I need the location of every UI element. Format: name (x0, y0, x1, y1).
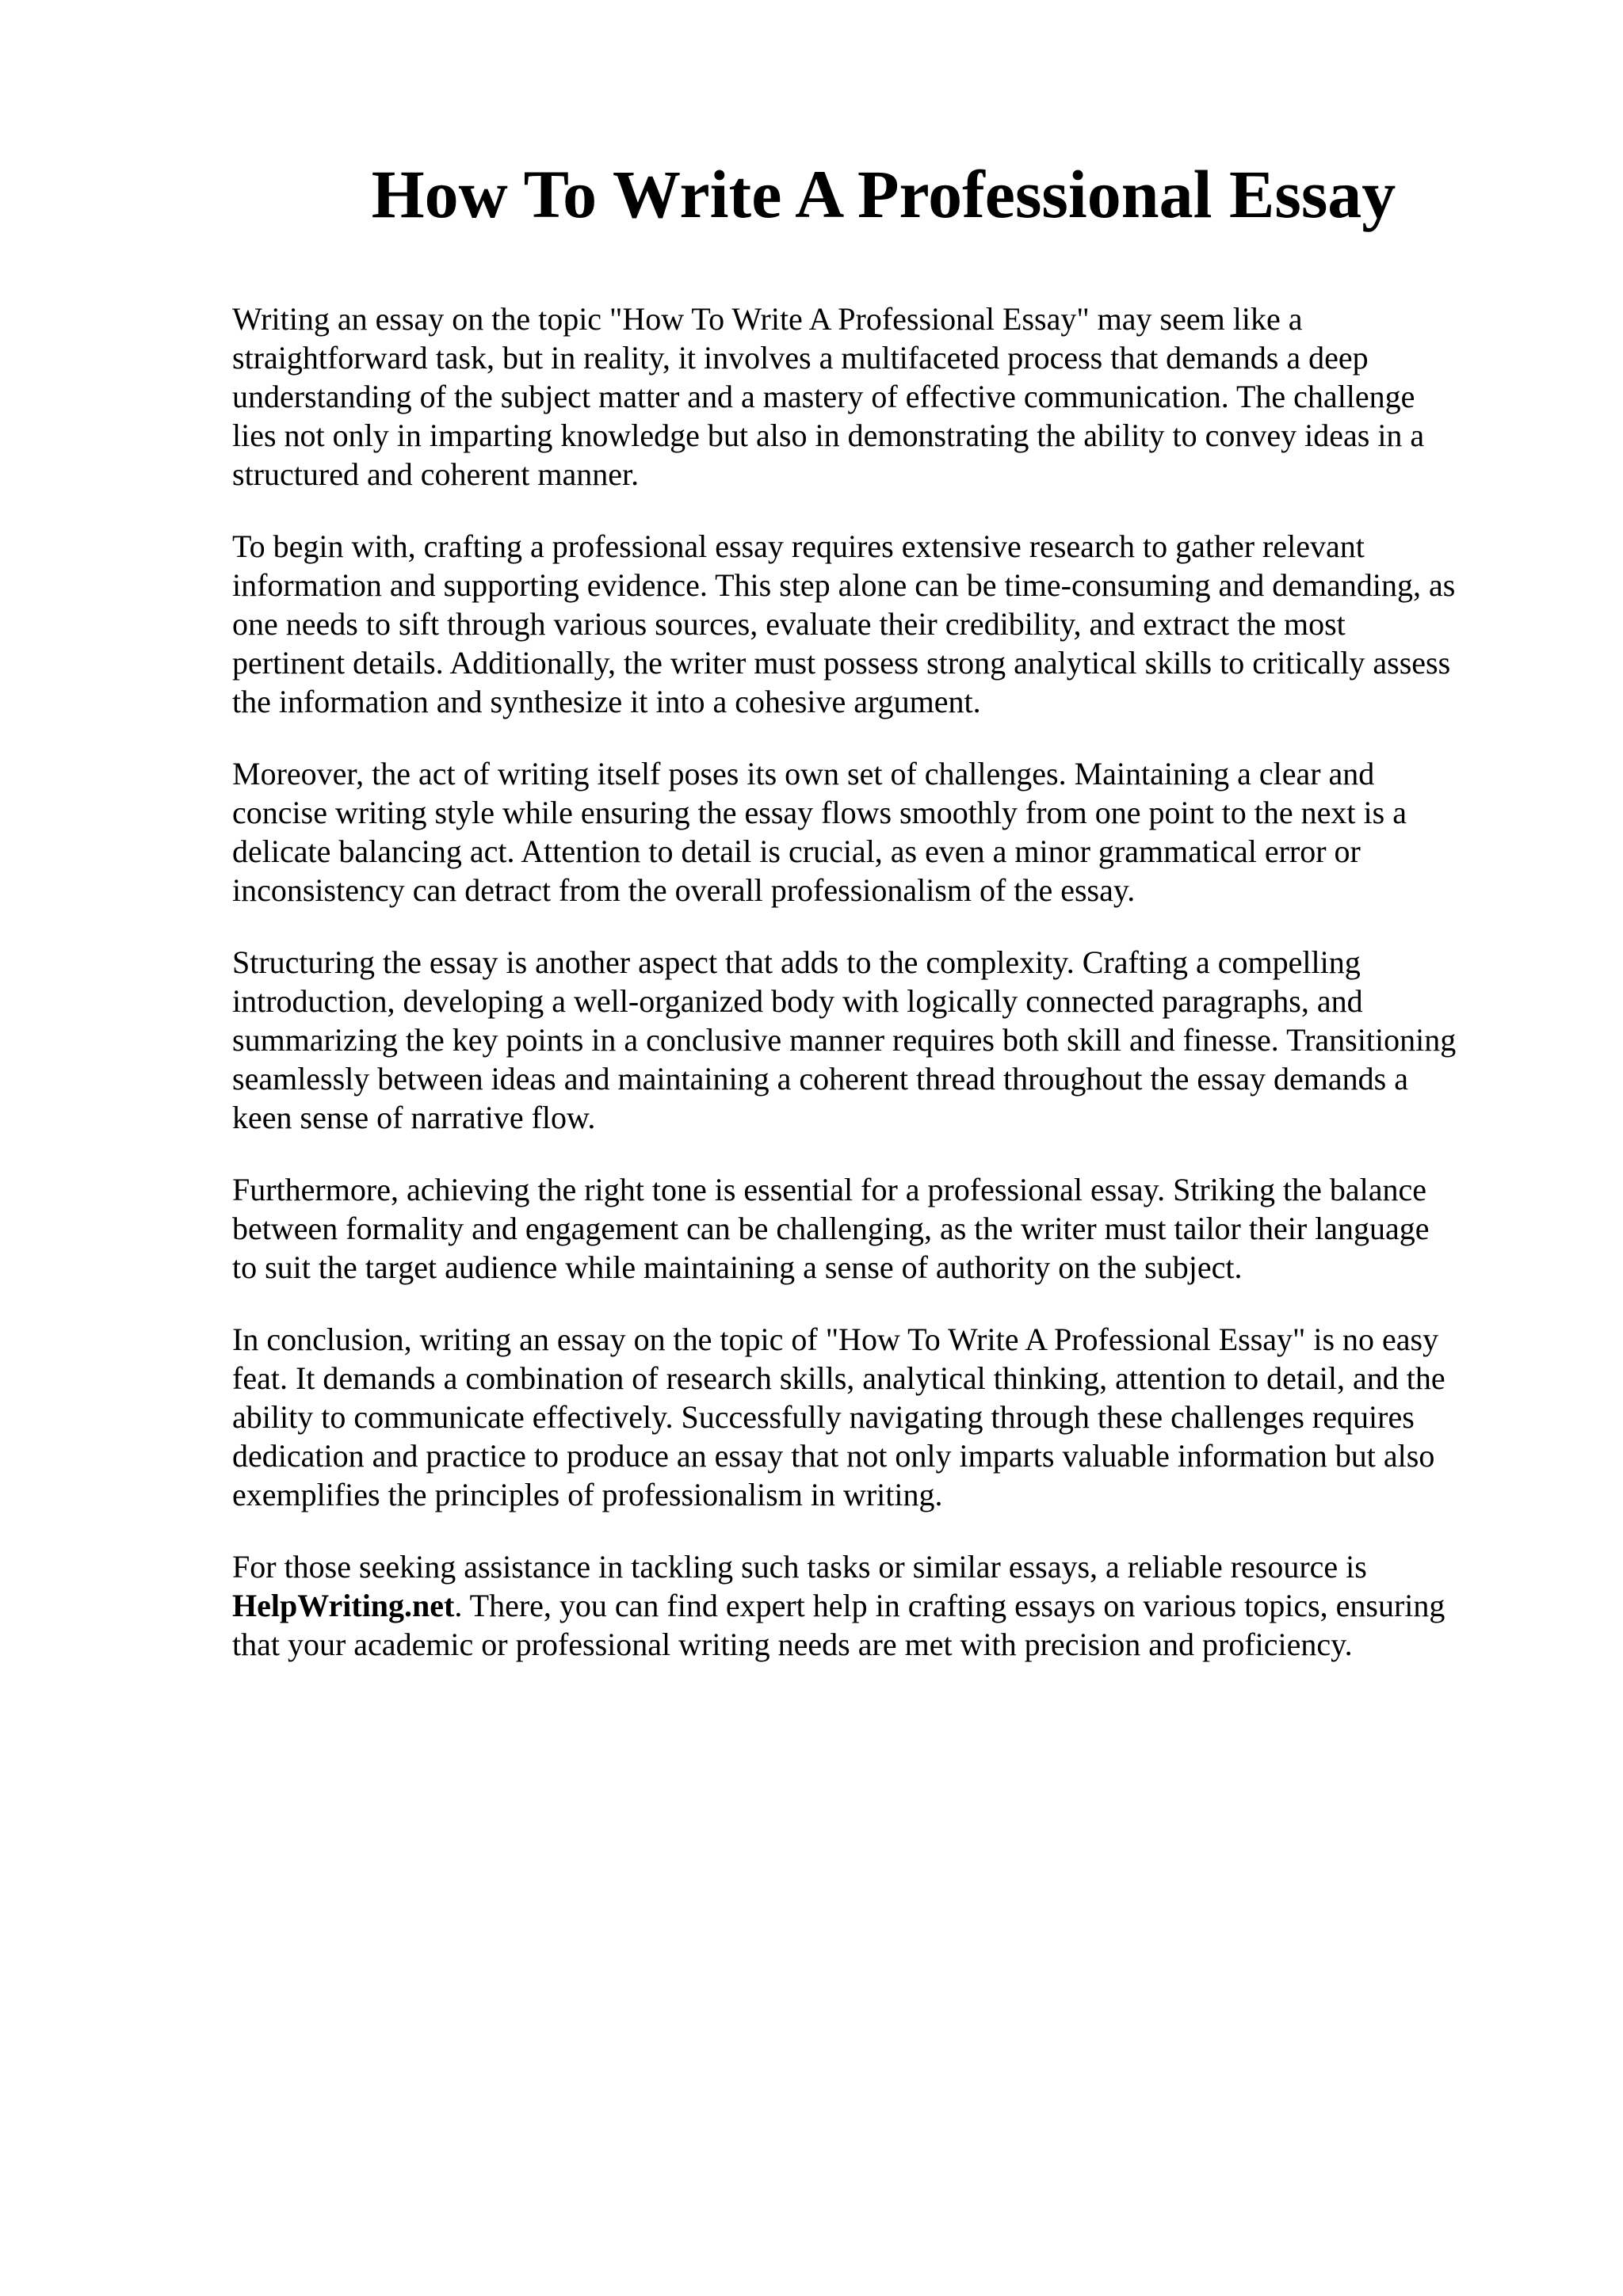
text-line: straightforward task, but in reality, it involves a multifaceted process that demands a deep (232, 340, 1369, 376)
paragraph-writing (232, 754, 1532, 910)
text-line: concise writing style while ensuring the essay flows smoothly from one point to the next is a (232, 795, 1407, 830)
text-line: ability to communicate effectively. Successfully navigating through these challenges requires (232, 1399, 1415, 1435)
text-line: summarizing the key points in a conclusive manner requires both skill and finesse. Transitioning (232, 1022, 1457, 1058)
text-line: pertinent details. Additionally, the writer must possess strong analytical skills to critically assess (232, 645, 1451, 681)
paragraph-resource (232, 1547, 1532, 1664)
text-line: Moreover, the act of writing itself poses its own set of challenges. Maintaining a clear and (232, 756, 1375, 791)
text-line: Writing an essay on the topic "How To Write A Professional Essay" may seem like a (232, 301, 1303, 337)
text-line: In conclusion, writing an essay on the topic of "How To Write A Professional Essay" is no easy (232, 1322, 1439, 1357)
text-line: one needs to sift through various sources, evaluate their credibility, and extract the most (232, 606, 1346, 642)
text-line: Furthermore, achieving the right tone is essential for a professional essay. Striking the balance (232, 1172, 1426, 1207)
text-line: keen sense of narrative flow. (232, 1100, 596, 1135)
text-line: the information and synthesize it into a cohesive argument. (232, 684, 981, 719)
text-line: between formality and engagement can be challenging, as the writer must tailor their language (232, 1211, 1430, 1246)
text-line: that your academic or professional writing needs are met with precision and proficiency. (232, 1627, 1353, 1662)
paragraph-intro (232, 299, 1532, 494)
paragraph-conclusion (232, 1320, 1532, 1514)
text-line: dedication and practice to produce an essay that not only imparts valuable information but also (232, 1438, 1435, 1474)
text-line: seamlessly between ideas and maintaining a coherent thread throughout the essay demands a (232, 1061, 1408, 1097)
text-line: feat. It demands a combination of research skills, analytical thinking, attention to detail, and the (232, 1360, 1445, 1396)
text-line: delicate balancing act. Attention to detail is crucial, as even a minor grammatical error or (232, 833, 1361, 869)
text-line: exemplifies the principles of professionalism in writing. (232, 1477, 943, 1512)
text-line: To begin with, crafting a professional essay requires extensive research to gather relevant (232, 528, 1365, 564)
text-line: structured and coherent manner. (232, 456, 640, 492)
text-line: introduction, developing a well-organized body with logically connected paragraphs, and (232, 983, 1363, 1019)
document-body (232, 299, 1532, 1697)
text-line: For those seeking assistance in tackling such tasks or similar essays, a reliable resource is (232, 1549, 1367, 1585)
paragraph-structure (232, 943, 1532, 1137)
paragraph-research (232, 527, 1532, 721)
text-line-with-brand (232, 1586, 1532, 1625)
document-title: How To Write A Professional Essay (371, 156, 1396, 232)
paragraph-tone (232, 1170, 1532, 1287)
brand-name: HelpWriting.net (232, 1588, 455, 1623)
text-line: inconsistency can detract from the overall professionalism of the essay. (232, 872, 1136, 908)
text-line: to suit the target audience while maintaining a sense of authority on the subject. (232, 1249, 1243, 1285)
text-line: understanding of the subject matter and a mastery of effective communication. The challenge (232, 379, 1415, 414)
text-line: information and supporting evidence. This step alone can be time-consuming and demanding, as (232, 567, 1456, 603)
text-line: lies not only in imparting knowledge but also in demonstrating the ability to convey ideas in a (232, 418, 1425, 453)
text-line: Structuring the essay is another aspect that adds to the complexity. Crafting a compelling (232, 944, 1361, 980)
text-after-brand: . There, you can find expert help in crafting essays on various topics, ensuring (454, 1588, 1445, 1623)
